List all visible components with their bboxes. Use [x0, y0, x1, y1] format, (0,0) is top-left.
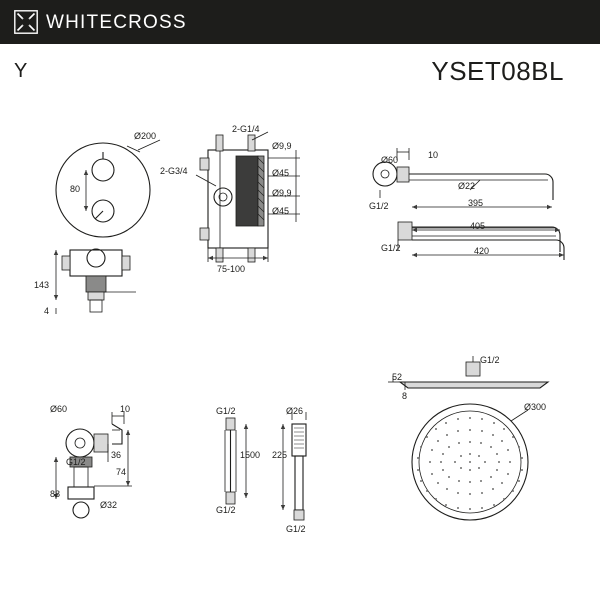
dim-88: 88: [50, 489, 61, 499]
dim-10-outlet: 10: [120, 404, 131, 414]
dim-80: 80: [70, 184, 81, 194]
dim-52: 52: [392, 372, 403, 382]
dim-74: 74: [116, 467, 127, 477]
dim-g1-2-arm-middle: G1/2: [381, 243, 401, 253]
series-letter: Y: [14, 60, 28, 82]
dim-diameter-45-bottom: Ø45: [272, 206, 290, 216]
dim-diameter-26: Ø26: [286, 406, 304, 416]
dim-g1-2-hose-bottom: G1/2: [216, 505, 236, 515]
dim-420: 420: [474, 246, 490, 256]
dim-75-100: 75-100: [217, 264, 246, 274]
dim-10-upper: 10: [428, 150, 439, 160]
dim-diameter-300: Ø300: [524, 402, 547, 412]
hand-shower-view: [281, 412, 306, 520]
dim-g1-2-outlet: G1/2: [66, 457, 86, 467]
valve-side-section-view: [54, 249, 136, 314]
dim-36: 36: [111, 450, 122, 460]
shower-hose-view: [225, 418, 248, 504]
dim-g1-2-arm-upper: G1/2: [369, 201, 389, 211]
dim-diameter-45-top: Ø45: [272, 168, 290, 178]
dim-diameter-60-outlet: Ø60: [50, 404, 68, 414]
dim-g1-2-overhead: G1/2: [480, 355, 500, 365]
dim-1500: 1500: [240, 450, 261, 460]
dim-395: 395: [468, 198, 484, 208]
dim-diameter-200: Ø200: [134, 131, 157, 141]
dim-2-g1-4: 2-G1/4: [232, 124, 260, 134]
dim-4: 4: [44, 306, 50, 316]
dim-g1-2-handshower: G1/2: [286, 524, 306, 534]
overhead-rain-shower-view: [388, 356, 548, 520]
dim-8: 8: [402, 391, 408, 401]
dim-143: 143: [34, 280, 50, 290]
dim-diameter-9-9-bottom: Ø9,9: [272, 188, 292, 198]
model-code: YSET08BL: [431, 56, 564, 86]
dim-g1-2-hose-top: G1/2: [216, 406, 236, 416]
dim-405: 405: [470, 221, 486, 231]
dim-diameter-22: Ø22: [458, 181, 476, 191]
dim-diameter-32: Ø32: [100, 500, 118, 510]
dim-diameter-9-9-top: Ø9,9: [272, 141, 292, 151]
dim-diameter-60-upper: Ø60: [381, 155, 399, 165]
dim-225: 225: [272, 450, 288, 460]
wall-shower-arm-upper: [373, 148, 553, 209]
brand-name: WHITECROSS: [46, 12, 187, 33]
dim-2-g3-4: 2-G3/4: [160, 166, 188, 176]
